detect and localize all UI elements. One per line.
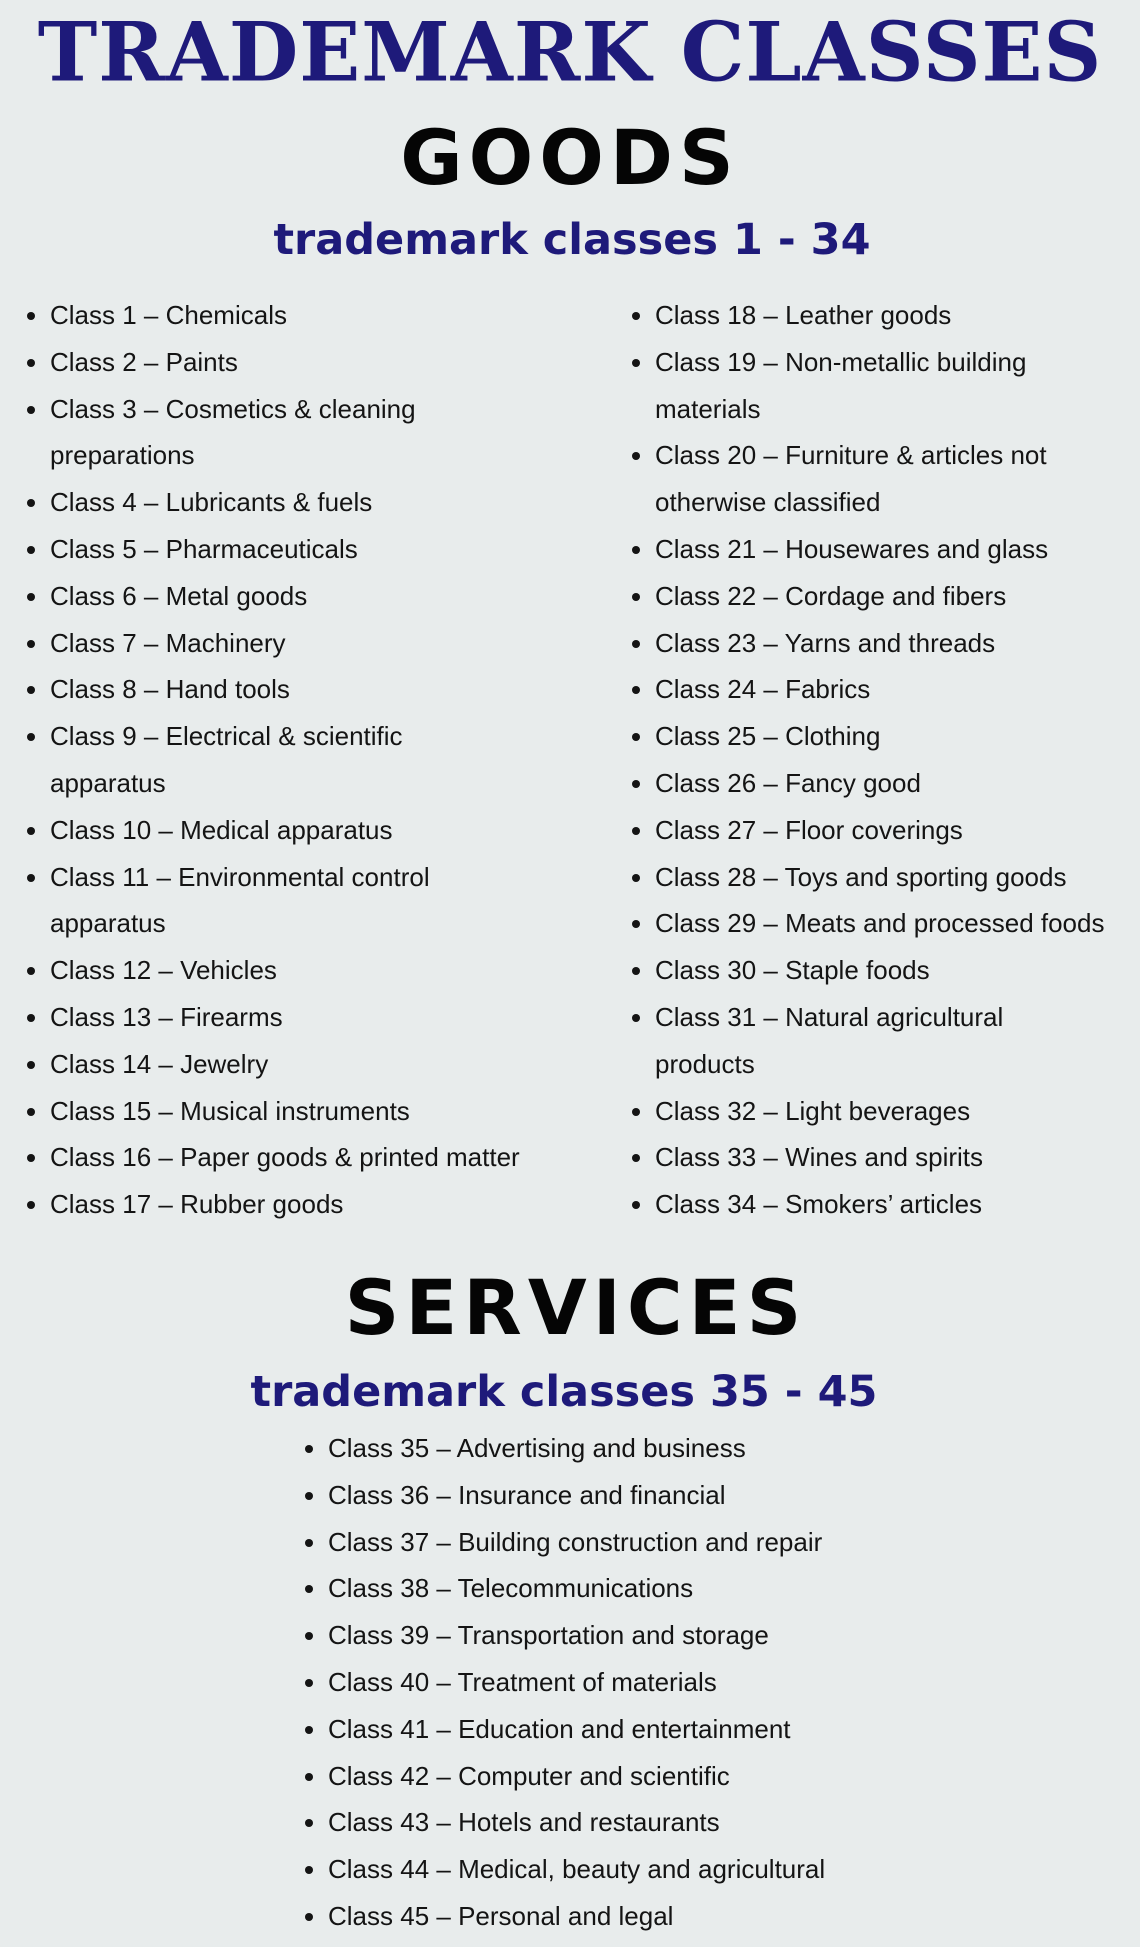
services-heading: SERVICES — [344, 1263, 808, 1352]
list-item: Class 17 – Rubber goods — [27, 1181, 567, 1228]
goods-list-left — [27, 292, 567, 1228]
list-item: Class 11 – Environmental control apparatus — [27, 854, 450, 948]
list-item: Class 1 – Chemicals — [27, 292, 567, 339]
list-item: Class 33 – Wines and spirits — [632, 1134, 1122, 1181]
list-item: Class 29 – Meats and processed foods — [632, 900, 1122, 947]
list-item: Class 35 – Advertising and business — [305, 1425, 1005, 1472]
services-list — [305, 1425, 1005, 1940]
list-item: Class 44 – Medical, beauty and agricultural — [305, 1846, 1005, 1893]
list-item: Class 10 – Medical apparatus — [27, 807, 567, 854]
list-item: Class 27 – Floor coverings — [632, 807, 1122, 854]
list-item: Class 18 – Leather goods — [632, 292, 1122, 339]
list-item: Class 15 – Musical instruments — [27, 1088, 567, 1135]
goods-subheading: trademark classes 1 - 34 — [273, 215, 871, 265]
list-item: Class 45 – Personal and legal — [305, 1893, 1005, 1940]
list-item: Class 25 – Clothing — [632, 713, 1122, 760]
services-subheading: trademark classes 35 - 45 — [250, 1367, 878, 1417]
list-item: Class 5 – Pharmaceuticals — [27, 526, 567, 573]
list-item: Class 37 – Building construction and repair — [305, 1519, 1005, 1566]
list-item: Class 23 – Yarns and threads — [632, 620, 1122, 667]
list-item: Class 28 – Toys and sporting goods — [632, 854, 1122, 901]
list-item: Class 26 – Fancy good — [632, 760, 1122, 807]
list-item: Class 13 – Firearms — [27, 994, 567, 1041]
list-item: Class 16 – Paper goods & printed matter — [27, 1134, 567, 1181]
list-item: Class 14 – Jewelry — [27, 1041, 567, 1088]
list-item: Class 34 – Smokers’ articles — [632, 1181, 1122, 1228]
page-title: TRADEMARK CLASSES — [37, 4, 1103, 100]
list-item: Class 22 – Cordage and fibers — [632, 573, 1122, 620]
list-item: Class 20 – Furniture & articles not otherwise classified — [632, 432, 1075, 526]
list-item: Class 24 – Fabrics — [632, 666, 1122, 713]
list-item: Class 9 – Electrical & scientific apparatus — [27, 713, 420, 807]
list-item: Class 31 – Natural agricultural products — [632, 994, 1055, 1088]
list-item: Class 36 – Insurance and financial — [305, 1472, 1005, 1519]
list-item: Class 2 – Paints — [27, 339, 567, 386]
list-item: Class 32 – Light beverages — [632, 1088, 1122, 1135]
goods-heading: GOODS — [400, 113, 740, 202]
list-item: Class 4 – Lubricants & fuels — [27, 479, 567, 526]
list-item: Class 7 – Machinery — [27, 620, 567, 667]
list-item: Class 43 – Hotels and restaurants — [305, 1799, 1005, 1846]
list-item: Class 21 – Housewares and glass — [632, 526, 1122, 573]
goods-list-right — [632, 292, 1122, 1228]
list-item: Class 38 – Telecommunications — [305, 1565, 1005, 1612]
list-item: Class 40 – Treatment of materials — [305, 1659, 1005, 1706]
list-item: Class 42 – Computer and scientific — [305, 1753, 1005, 1800]
list-item: Class 8 – Hand tools — [27, 666, 567, 713]
list-item: Class 6 – Metal goods — [27, 573, 567, 620]
list-item: Class 41 – Education and entertainment — [305, 1706, 1005, 1753]
list-item: Class 19 – Non-metallic building materials — [632, 339, 1075, 433]
list-item: Class 12 – Vehicles — [27, 947, 567, 994]
list-item: Class 30 – Staple foods — [632, 947, 1122, 994]
list-item: Class 39 – Transportation and storage — [305, 1612, 1005, 1659]
list-item: Class 3 – Cosmetics & cleaning preparations — [27, 386, 420, 480]
